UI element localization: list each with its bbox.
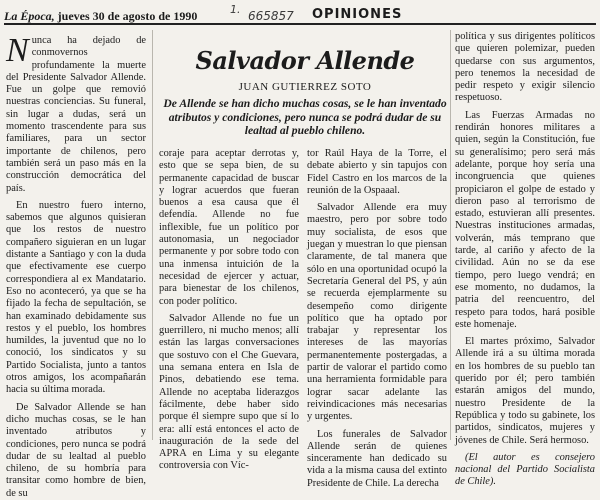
article-deck: De Allende se han dicho muchas cosas, se le han inventado atributos y condiciones, pero nunca se podrá dudar de su lealtad al pueblo chileno. <box>163 97 447 137</box>
drop-cap: N <box>6 32 29 69</box>
paragraph: coraje para aceptar derrotas y, esto que se sepa bien, de su permanente capacidad de buscar y lograr acuerdos que fueran buenos a esa causa que él defendía. Allende no fue inflexible, fue un político por autonomasia, un negociador permanente y por sobre todo con una inmensa intuición de la necesidad de ejercer y actuar, para bienestar de los chilenos, con poder político. <box>159 148 299 307</box>
header-rule <box>4 23 596 25</box>
handwritten-mark: 1. <box>230 3 241 16</box>
article-column-2 <box>159 148 299 473</box>
author-footnote: (El autor es consejero nacional del Partido Socialista de Chile). <box>455 451 595 488</box>
paragraph: El martes próximo, Salvador Allende irá a su última morada en los hombres de su pueblo tan querido por él; pero también estarán amigos del mundo, nuestro Presidente de la República y todo su gabinete, los partidos, sindicatos, mujeres y jóvenes de Chile. Será hermoso. <box>455 336 595 446</box>
article-column-3 <box>307 148 447 490</box>
publication-line <box>4 9 197 24</box>
article-title: Salvador Allende <box>195 46 415 75</box>
paragraph: En nuestro fuero interno, sabemos que algunos quisieran que los restos de nuestro compañero siguieran en un lugar distante a Santiago y con la duda que efectivamente ese cuerpo correspondiera al ex Mandatario. Eso no aconteceró, ya que se ha fijado la fecha de sepultación, se han examinado debidamente sus restos y el pueblo, los hombres humildes, la juventud que no lo conoció, los sindicatos y su Partido Socialista, junto a tantos otros amigos, los acompañarán hacia su última morada. <box>6 199 146 396</box>
paragraph: Salvador Allende no fue un guerrillero, ni mucho menos; allí están las largas conversaciones que sostuvo con el Che Guevara, una semana entera en Isla de Pinos, debatiendo ese tema. Allende no aceptaba liderazgos fácilmente, debe haber sido porque él siempre supo que sí lo era: allí está entonces el acto de inauguración de la sede del APRA en Lima y su elegante controversia con Víc- <box>159 312 299 472</box>
column-divider <box>450 30 451 440</box>
handwritten-archive-number: 665857 <box>248 9 294 23</box>
paragraph <box>6 32 146 195</box>
publication-name: La Época, <box>4 9 55 23</box>
article-byline: JUAN GUTIERREZ SOTO <box>238 81 372 93</box>
paragraph-text: unca ha dejado de conmovernos profundamente la muerte del Presidente Salvador Allende. Fue un golpe que removió nuestras conciencias. Su funeral, sin lugar a dudas, será un momento trascendente para sus familiares, para un sector importante de chilenos, pero también será un paso más en la construcción democrática del país. <box>6 35 146 194</box>
paragraph: Los funerales de Salvador Allende serán de quienes sinceramente han dedicado su vida a la misma causa del extinto Presidente de Chile. La derecha <box>307 428 447 489</box>
publication-date: jueves 30 de agosto de 1990 <box>57 9 198 23</box>
paragraph: Las Fuerzas Armadas no rendirán honores militares a quien, según la Constitución, fue su generalísimo; pero será más adelante, porque hoy sería una incongruencia que quienes propiciaron el golpe de estado y dieron paso al terrorismo de estado, estuvieran allí presentes. Nuestras instituciones armadas, volverán, más temprano que tarde, al cariño y afecto de la civilidad. Aún no se da ese tiempo, pero luego vendrá; en ese momento, no dudamos, la patria del reencuentro, del respeto para todos, hará posible este homenaje. <box>455 109 595 330</box>
paragraph: De Salvador Allende se han dicho muchas cosas, se le han inventado atributos y condiciones, pero nunca se podrá dudar de su lealtad al pueblo chileno, de su hombría para transitar como hombre de bien, de su <box>6 401 146 499</box>
column-divider <box>152 30 153 440</box>
paragraph: tor Raúl Haya de la Torre, el debate abierto y sin tapujos con Fidel Castro en los marcos de la reunión de la Ospaaal. <box>307 148 447 196</box>
paragraph: Salvador Allende era muy maestro, pero por sobre todo muy socialista, de esos que juegan y muestran lo que piensan claramente, de tal manera que sólo en una oportunidad ocupó la Secretaría General del PS, y aún se recuerda ejemplarmente su desempeño como dirigente político que ha optado por trabajar y representar los intereses de las mayorías permanentemente postergadas, a partir de valorar el partido como una herramienta formidable para lograr sacar adelante las reivindicaciones más necesarias y urgentes. <box>307 202 447 423</box>
article-column-1 <box>6 32 146 500</box>
section-title: OPINIONES <box>312 7 403 22</box>
page-header <box>4 3 596 25</box>
paragraph: política y sus dirigentes políticos que quieren polemizar, pueden quedarse con sus argumentos, pero tenemos la necesidad de pedir respeto y exigir silencio respetuoso. <box>455 31 595 104</box>
article-title-block <box>160 46 450 138</box>
article-column-4 <box>455 31 595 489</box>
